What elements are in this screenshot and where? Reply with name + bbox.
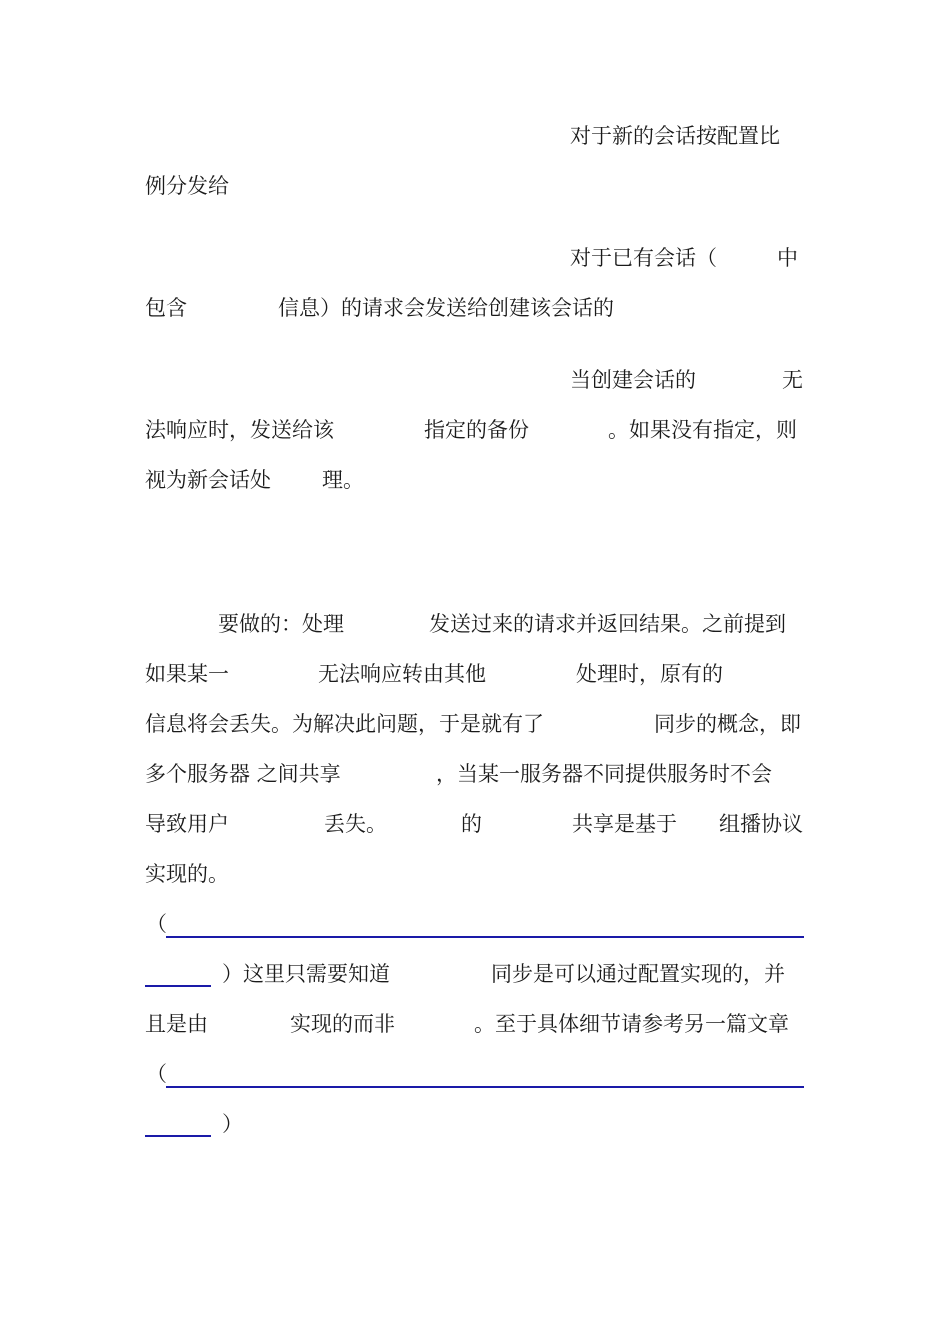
text-line: 理。 — [322, 468, 364, 492]
text-line: 中 — [777, 246, 798, 270]
text-line: （ — [146, 1062, 167, 1086]
text-line: 要做的：处理 — [218, 612, 344, 636]
hyperlink-underline[interactable] — [166, 1086, 804, 1088]
text-line: 对于已有会话（ — [570, 246, 717, 270]
text-line: 当创建会话的 — [570, 368, 696, 392]
text-line: 实现的而非 — [290, 1012, 395, 1036]
text-line: 多个服务器 之间共享 — [145, 762, 341, 786]
hyperlink-underline[interactable] — [166, 936, 804, 938]
text-line: 丢失。 — [324, 812, 387, 836]
text-line: 的 — [461, 812, 482, 836]
text-line: 且是由 — [145, 1012, 208, 1036]
text-line: 发送过来的请求并返回结果。之前提到 — [429, 612, 786, 636]
text-line: 同步是可以通过配置实现的，并 — [491, 962, 785, 986]
text-line: 对于新的会话按配置比 — [570, 124, 780, 148]
text-line: 。至于具体细节请参考另一篇文章 — [474, 1012, 789, 1036]
text-line: 同步的概念，即 — [654, 712, 801, 736]
text-line: 信息）的请求会发送给创建该会话的 — [278, 296, 614, 320]
text-line: 视为新会话处 — [145, 468, 271, 492]
text-line: ） — [222, 1112, 243, 1136]
text-line: （ — [146, 912, 167, 936]
text-line: 共享是基于 — [572, 812, 677, 836]
text-line: 。如果没有指定，则 — [608, 418, 797, 442]
text-line: 例分发给 — [145, 174, 229, 198]
text-line: ，当某一服务器不同提供服务时不会 — [436, 762, 772, 786]
hyperlink-underline[interactable] — [145, 985, 211, 987]
text-line: 导致用户 — [145, 812, 229, 836]
text-line: 如果某一 — [145, 662, 229, 686]
text-line: 无法响应转由其他 — [318, 662, 486, 686]
text-line: 包含 — [145, 296, 187, 320]
text-line: ）这里只需要知道 — [222, 962, 390, 986]
text-line: 实现的。 — [145, 862, 229, 886]
text-line: 处理时，原有的 — [576, 662, 723, 686]
text-line: 组播协议 — [719, 812, 803, 836]
text-line: 法响应时，发送给该 — [145, 418, 334, 442]
hyperlink-underline[interactable] — [145, 1135, 211, 1137]
text-line: 无 — [782, 368, 803, 392]
text-line: 指定的备份 — [424, 418, 529, 442]
text-line: 信息将会丢失。为解决此问题，于是就有了 — [145, 712, 544, 736]
